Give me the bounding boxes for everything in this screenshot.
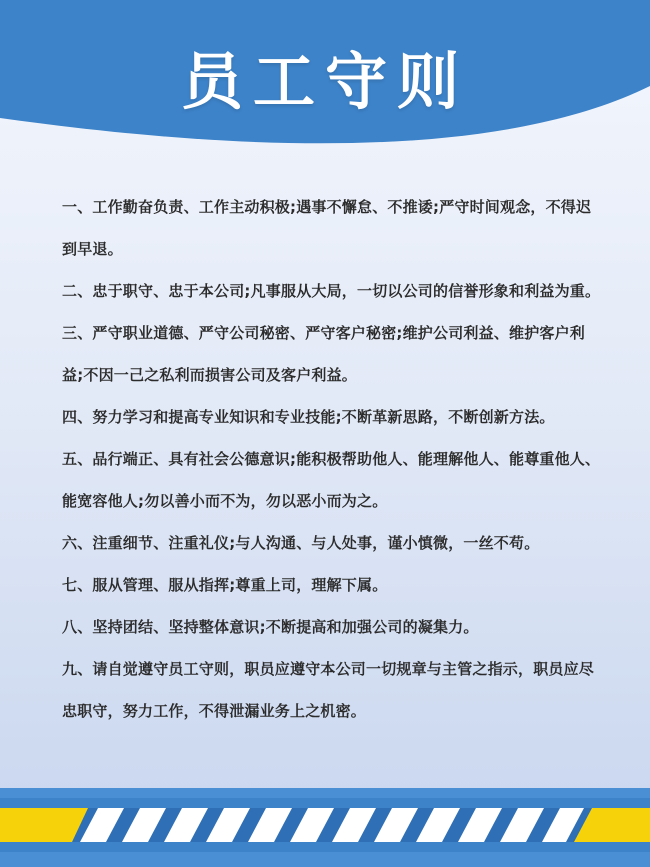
rule-item: 四、努力学习和提高专业知识和专业技能;不断革新思路，不断创新方法。	[62, 408, 555, 426]
rule-item: 五、品行端正、具有社会公德意识;能积极帮助他人、能理解他人、能尊重他人、能宽容他人;勿以善小而不为，勿以恶小而为之。	[62, 450, 601, 510]
rule-item: 九、请自觉遵守员工守则，职员应遵守本公司一切规章与主管之指示，职员应尽忠职守，努力工作，不得泄漏业务上之机密。	[62, 660, 595, 720]
rule-item: 一、工作勤奋负责、工作主动积极;遇事不懈怠、不推诿;严守时间观念，不得迟到早退。	[62, 198, 592, 258]
rule-item: 六、注重细节、注重礼仪;与人沟通、与人处事，谨小慎微，一丝不苟。	[62, 534, 540, 552]
rule-item: 七、服从管理、服从指挥;尊重上司，理解下属。	[62, 576, 388, 594]
rule-item: 二、忠于职守、忠于本公司;凡事服从大局，一切以公司的信誉形象和利益为重。	[62, 282, 601, 300]
rules-list	[62, 186, 602, 732]
rule-item: 三、严守职业道德、严守公司秘密、严守客户秘密;维护公司利益、维护客户利益;不因一己之私利而损害公司及客户利益。	[62, 324, 586, 384]
rule-item: 八、坚持团结、坚持整体意识;不断提高和加强公司的凝集力。	[62, 618, 479, 636]
footer-hazard-stripe-bar	[0, 788, 650, 867]
poster-title: 员工守则	[180, 45, 469, 118]
